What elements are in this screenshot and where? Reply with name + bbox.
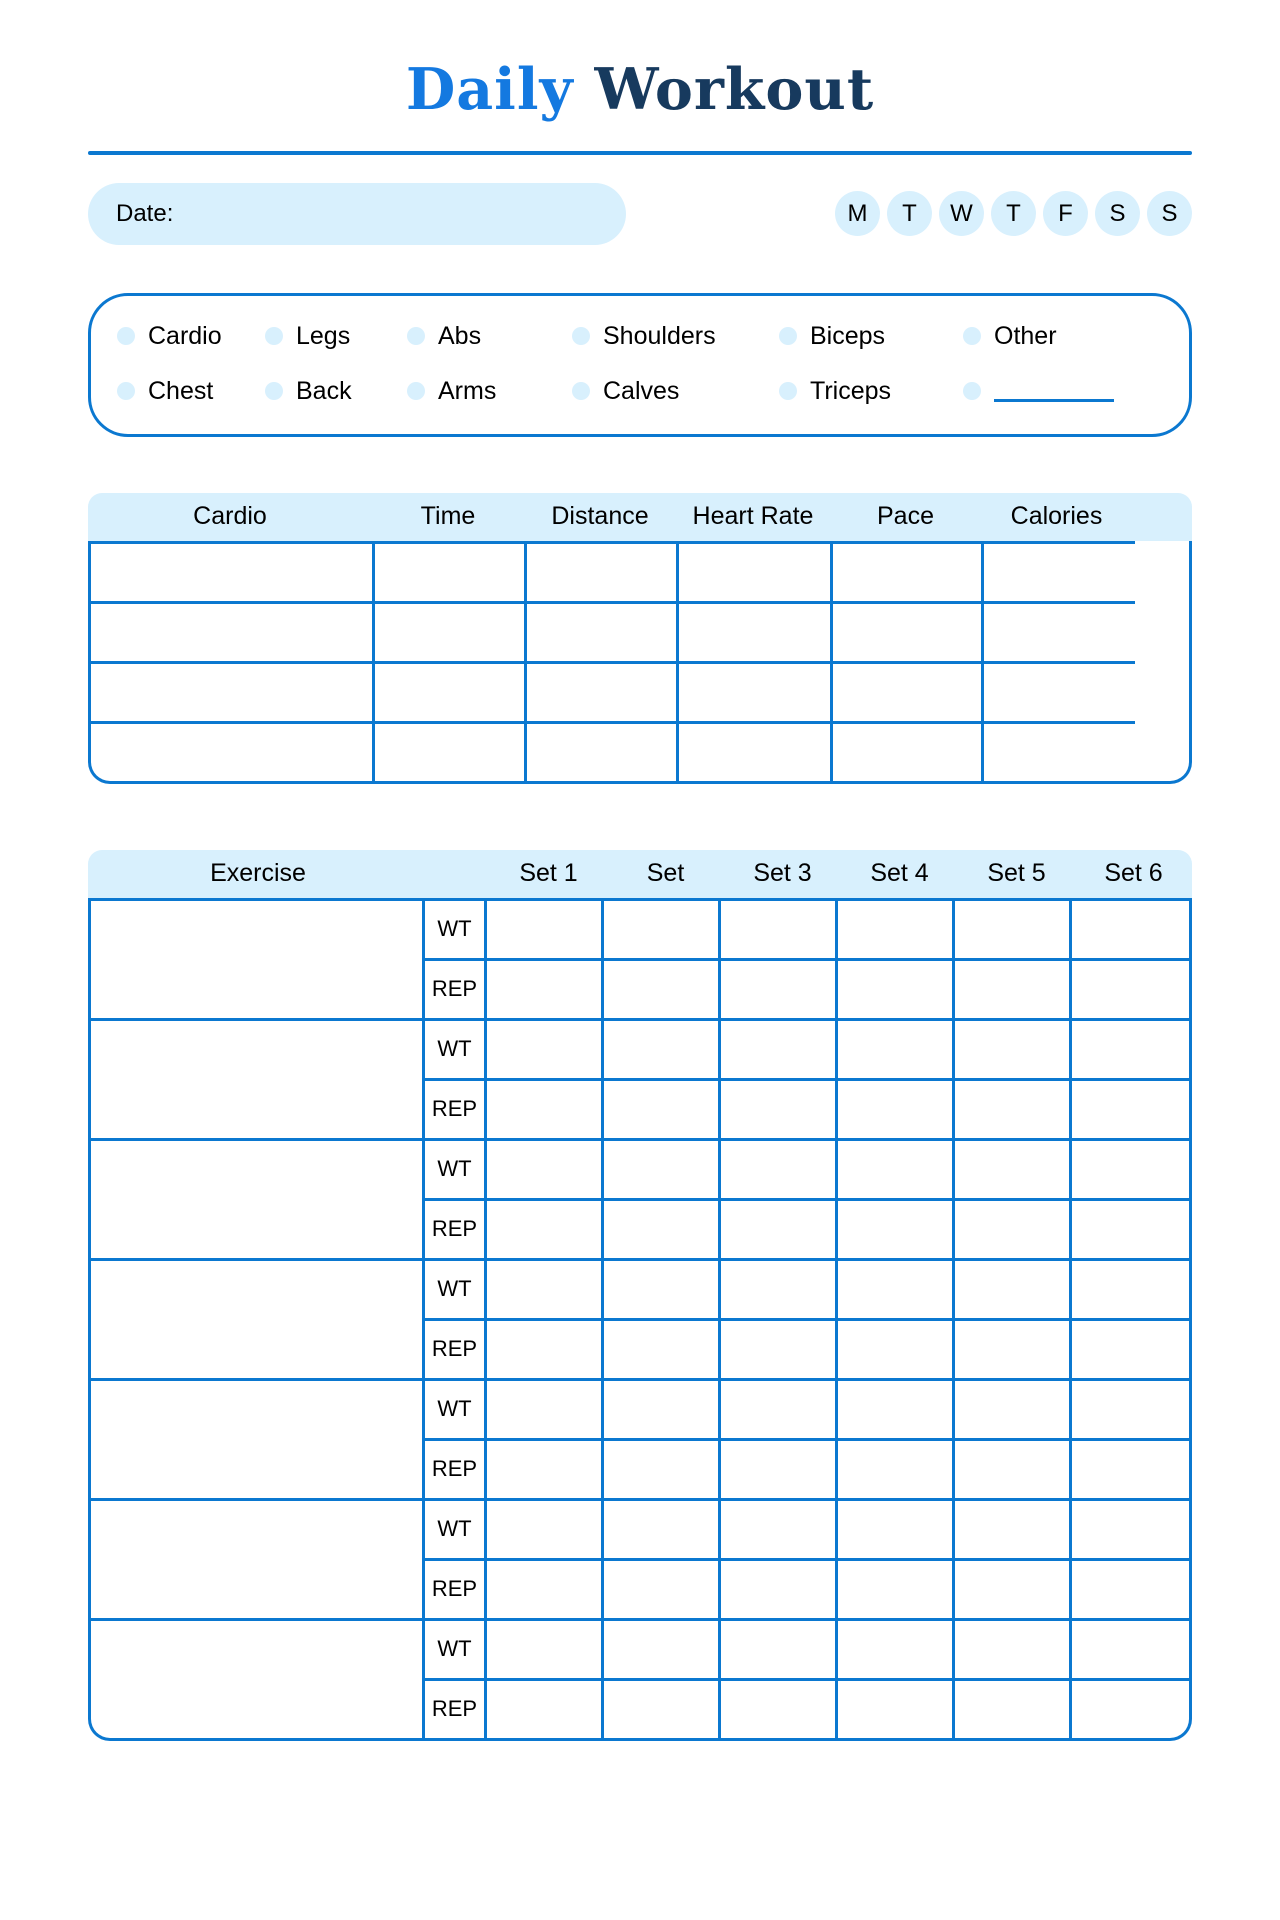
wt-cell-set-6[interactable] xyxy=(1072,1498,1189,1558)
exercise-wt-line xyxy=(425,1138,1189,1198)
cardio-cell-distance[interactable] xyxy=(527,661,679,721)
exercise-wt-line xyxy=(425,898,1189,958)
checkbox-item-shoulders[interactable] xyxy=(572,322,779,351)
wt-cell-set-5[interactable] xyxy=(955,1258,1072,1318)
metric-label-wt: WT xyxy=(425,1378,487,1438)
exercise-name-cell[interactable] xyxy=(91,1498,425,1618)
column-header-set-1: Set 1 xyxy=(519,859,578,888)
metric-label-wt: WT xyxy=(425,1138,487,1198)
cardio-cell-pace[interactable] xyxy=(833,601,984,661)
metric-label-rep: REP xyxy=(425,1078,487,1138)
checkbox-circle-icon xyxy=(117,327,135,345)
muscle-group-checklist xyxy=(88,293,1192,437)
exercise-sets-grid xyxy=(425,1258,1189,1378)
column-header-exercise: Exercise xyxy=(210,859,306,888)
rep-cell-set-1[interactable] xyxy=(487,1678,604,1738)
checkbox-label: Shoulders xyxy=(603,321,716,350)
day-label: F xyxy=(1058,199,1073,227)
exercise-sets-grid xyxy=(425,1378,1189,1498)
column-header-calories: Calories xyxy=(1010,502,1103,531)
cardio-cell-heart-rate[interactable] xyxy=(679,721,833,781)
custom-group-input[interactable] xyxy=(994,380,1114,402)
day-label: S xyxy=(1161,199,1178,227)
wt-cell-set-1[interactable] xyxy=(487,1138,604,1198)
rep-cell-set-3[interactable] xyxy=(721,1198,838,1258)
muscle-group-row-1 xyxy=(117,322,1163,351)
exercise-block xyxy=(91,1378,1189,1498)
rep-cell-set-2[interactable] xyxy=(604,1078,721,1138)
rep-cell-set-3[interactable] xyxy=(721,1318,838,1378)
rep-cell-set-1[interactable] xyxy=(487,1438,604,1498)
exercise-wt-line xyxy=(425,1018,1189,1078)
checkbox-circle-icon xyxy=(407,382,425,400)
wt-cell-set-4[interactable] xyxy=(838,1378,955,1438)
wt-cell-set-2[interactable] xyxy=(604,1378,721,1438)
rep-cell-set-4[interactable] xyxy=(838,1558,955,1618)
exercise-name-cell[interactable] xyxy=(91,1138,425,1258)
checkbox-item-back[interactable] xyxy=(265,377,407,406)
checkbox-circle-icon xyxy=(779,327,797,345)
table-row xyxy=(91,541,1189,601)
cardio-cell-heart-rate[interactable] xyxy=(679,541,833,601)
day-label: W xyxy=(950,199,973,227)
exercise-wt-line xyxy=(425,1498,1189,1558)
metric-label-rep: REP xyxy=(425,1198,487,1258)
wt-cell-set-6[interactable] xyxy=(1072,1618,1189,1678)
checkbox-circle-icon xyxy=(572,382,590,400)
metric-label-wt: WT xyxy=(425,1498,487,1558)
rep-cell-set-5[interactable] xyxy=(955,1198,1072,1258)
wt-cell-set-2[interactable] xyxy=(604,1018,721,1078)
rep-cell-set-5[interactable] xyxy=(955,1438,1072,1498)
rep-cell-set-2[interactable] xyxy=(604,1438,721,1498)
checkbox-label: Calves xyxy=(603,376,680,405)
page-title-word-workout: Workout xyxy=(594,56,875,123)
metric-label-rep: REP xyxy=(425,1678,487,1738)
wt-cell-set-4[interactable] xyxy=(838,1138,955,1198)
wt-cell-set-1[interactable] xyxy=(487,1618,604,1678)
cardio-cell-calories[interactable] xyxy=(984,661,1135,721)
wt-cell-set-4[interactable] xyxy=(838,1018,955,1078)
wt-cell-set-6[interactable] xyxy=(1072,1018,1189,1078)
metric-label-wt: WT xyxy=(425,898,487,958)
rep-cell-set-3[interactable] xyxy=(721,1558,838,1618)
rep-cell-set-4[interactable] xyxy=(838,1078,955,1138)
page-title-word-daily: Daily xyxy=(405,56,574,123)
exercise-sets-grid xyxy=(425,1498,1189,1618)
checkbox-label: Biceps xyxy=(810,321,886,350)
exercise-wt-line xyxy=(425,1618,1189,1678)
wt-cell-set-6[interactable] xyxy=(1072,898,1189,958)
wt-cell-set-2[interactable] xyxy=(604,898,721,958)
wt-cell-set-3[interactable] xyxy=(721,1138,838,1198)
table-row xyxy=(91,601,1189,661)
checkbox-circle-icon xyxy=(779,382,797,400)
column-header-distance: Distance xyxy=(551,502,649,531)
exercise-table xyxy=(88,850,1192,1741)
exercise-sets-grid xyxy=(425,1138,1189,1258)
wt-cell-set-2[interactable] xyxy=(604,1258,721,1318)
rep-cell-set-6[interactable] xyxy=(1072,1198,1189,1258)
rep-cell-set-6[interactable] xyxy=(1072,1558,1189,1618)
cardio-cell-time[interactable] xyxy=(375,541,527,601)
wt-cell-set-4[interactable] xyxy=(838,1498,955,1558)
day-label: T xyxy=(902,199,917,227)
cardio-cell-pace[interactable] xyxy=(833,661,984,721)
wt-cell-set-6[interactable] xyxy=(1072,1258,1189,1318)
rep-cell-set-6[interactable] xyxy=(1072,1318,1189,1378)
exercise-rep-line xyxy=(425,1078,1189,1138)
exercise-table-header xyxy=(88,850,1192,898)
title-divider xyxy=(88,151,1192,155)
wt-cell-set-5[interactable] xyxy=(955,1378,1072,1438)
cardio-cell-name[interactable] xyxy=(91,661,375,721)
wt-cell-set-5[interactable] xyxy=(955,898,1072,958)
wt-cell-set-1[interactable] xyxy=(487,1018,604,1078)
exercise-sets-grid xyxy=(425,898,1189,1018)
cardio-cell-calories[interactable] xyxy=(984,601,1135,661)
cardio-cell-time[interactable] xyxy=(375,601,527,661)
wt-cell-set-3[interactable] xyxy=(721,1498,838,1558)
wt-cell-set-3[interactable] xyxy=(721,1378,838,1438)
exercise-wt-line xyxy=(425,1378,1189,1438)
checkbox-label: Arms xyxy=(438,376,497,405)
rep-cell-set-5[interactable] xyxy=(955,1078,1072,1138)
checkbox-label: Cardio xyxy=(148,321,222,350)
checkbox-label: Legs xyxy=(296,321,351,350)
wt-cell-set-2[interactable] xyxy=(604,1498,721,1558)
exercise-rep-line xyxy=(425,1318,1189,1378)
rep-cell-set-3[interactable] xyxy=(721,1078,838,1138)
rep-cell-set-1[interactable] xyxy=(487,1198,604,1258)
table-row xyxy=(91,661,1189,721)
rep-cell-set-2[interactable] xyxy=(604,1318,721,1378)
rep-cell-set-1[interactable] xyxy=(487,1558,604,1618)
checkbox-item-chest[interactable] xyxy=(117,377,265,406)
exercise-block xyxy=(91,1258,1189,1378)
metric-label-rep: REP xyxy=(425,1438,487,1498)
rep-cell-set-5[interactable] xyxy=(955,1558,1072,1618)
checkbox-label: Back xyxy=(296,376,352,405)
exercise-block xyxy=(91,1138,1189,1258)
cardio-cell-distance[interactable] xyxy=(527,601,679,661)
exercise-rep-line xyxy=(425,1438,1189,1498)
table-row xyxy=(91,721,1189,781)
wt-cell-set-2[interactable] xyxy=(604,1618,721,1678)
rep-cell-set-3[interactable] xyxy=(721,958,838,1018)
cardio-cell-calories[interactable] xyxy=(984,541,1135,601)
checkbox-item-other[interactable] xyxy=(963,322,1123,351)
checkbox-item-custom[interactable] xyxy=(963,380,1123,402)
rep-cell-set-2[interactable] xyxy=(604,958,721,1018)
cardio-cell-time[interactable] xyxy=(375,721,527,781)
cardio-cell-pace[interactable] xyxy=(833,721,984,781)
wt-cell-set-1[interactable] xyxy=(487,898,604,958)
exercise-name-cell[interactable] xyxy=(91,1378,425,1498)
cardio-cell-name[interactable] xyxy=(91,601,375,661)
cardio-table-body xyxy=(88,541,1192,784)
column-header-set-5: Set 5 xyxy=(987,859,1046,888)
checkbox-label: Triceps xyxy=(810,376,892,405)
rep-cell-set-2[interactable] xyxy=(604,1558,721,1618)
column-header-time: Time xyxy=(420,502,476,531)
rep-cell-set-2[interactable] xyxy=(604,1678,721,1738)
wt-cell-set-4[interactable] xyxy=(838,898,955,958)
muscle-group-row-2 xyxy=(117,377,1163,406)
rep-cell-set-1[interactable] xyxy=(487,958,604,1018)
cardio-cell-heart-rate[interactable] xyxy=(679,661,833,721)
wt-cell-set-6[interactable] xyxy=(1072,1378,1189,1438)
rep-cell-set-6[interactable] xyxy=(1072,1678,1189,1738)
exercise-rep-line xyxy=(425,1678,1189,1738)
checkbox-item-legs[interactable] xyxy=(265,322,407,351)
cardio-table-header xyxy=(88,493,1192,541)
wt-cell-set-5[interactable] xyxy=(955,1018,1072,1078)
wt-cell-set-5[interactable] xyxy=(955,1618,1072,1678)
exercise-name-cell[interactable] xyxy=(91,1258,425,1378)
checkbox-item-abs[interactable] xyxy=(407,322,572,351)
exercise-name-cell[interactable] xyxy=(91,1618,425,1738)
checkbox-item-calves[interactable] xyxy=(572,377,779,406)
checkbox-item-biceps[interactable] xyxy=(779,322,963,351)
metric-label-wt: WT xyxy=(425,1618,487,1678)
exercise-block xyxy=(91,1618,1189,1738)
day-circle-monday[interactable] xyxy=(835,191,880,236)
wt-cell-set-1[interactable] xyxy=(487,1258,604,1318)
rep-cell-set-6[interactable] xyxy=(1072,1438,1189,1498)
exercise-block xyxy=(91,898,1189,1018)
exercise-block xyxy=(91,1498,1189,1618)
checkbox-circle-icon xyxy=(963,382,981,400)
exercise-rep-line xyxy=(425,1198,1189,1258)
rep-cell-set-1[interactable] xyxy=(487,1078,604,1138)
column-header-set-2: Set xyxy=(646,859,685,888)
metric-label-rep: REP xyxy=(425,1558,487,1618)
checkbox-label: Other xyxy=(994,321,1057,350)
column-header-cardio: Cardio xyxy=(193,502,267,531)
rep-cell-set-6[interactable] xyxy=(1072,958,1189,1018)
exercise-name-cell[interactable] xyxy=(91,898,425,1018)
exercise-wt-line xyxy=(425,1258,1189,1318)
wt-cell-set-4[interactable] xyxy=(838,1618,955,1678)
day-selector xyxy=(835,191,1192,236)
cardio-cell-name[interactable] xyxy=(91,721,375,781)
rep-cell-set-5[interactable] xyxy=(955,1678,1072,1738)
checkbox-item-arms[interactable] xyxy=(407,377,572,406)
rep-cell-set-5[interactable] xyxy=(955,958,1072,1018)
cardio-cell-distance[interactable] xyxy=(527,541,679,601)
exercise-sets-grid xyxy=(425,1018,1189,1138)
metric-label-wt: WT xyxy=(425,1018,487,1078)
rep-cell-set-6[interactable] xyxy=(1072,1078,1189,1138)
day-label: T xyxy=(1006,199,1021,227)
rep-cell-set-4[interactable] xyxy=(838,1438,955,1498)
cardio-cell-pace[interactable] xyxy=(833,541,984,601)
column-header-set-4: Set 4 xyxy=(870,859,929,888)
checkbox-circle-icon xyxy=(572,327,590,345)
cardio-cell-calories[interactable] xyxy=(984,721,1135,781)
exercise-block xyxy=(91,1018,1189,1138)
day-label: M xyxy=(847,199,868,227)
page-title xyxy=(88,34,1192,123)
checkbox-circle-icon xyxy=(265,327,283,345)
checkbox-circle-icon xyxy=(265,382,283,400)
exercise-table-body xyxy=(88,898,1192,1741)
metric-label-rep: REP xyxy=(425,958,487,1018)
metric-label-rep: REP xyxy=(425,1318,487,1378)
wt-cell-set-4[interactable] xyxy=(838,1258,955,1318)
exercise-rep-line xyxy=(425,958,1189,1018)
column-header-heart-rate: Heart Rate xyxy=(692,502,814,531)
day-circle-sunday[interactable] xyxy=(1147,191,1192,236)
column-header-pace: Pace xyxy=(877,502,934,531)
exercise-sets-grid xyxy=(425,1618,1189,1738)
rep-cell-set-3[interactable] xyxy=(721,1678,838,1738)
checkbox-item-triceps[interactable] xyxy=(779,377,963,406)
wt-cell-set-6[interactable] xyxy=(1072,1138,1189,1198)
checkbox-circle-icon xyxy=(963,327,981,345)
wt-cell-set-5[interactable] xyxy=(955,1498,1072,1558)
metric-label-wt: WT xyxy=(425,1258,487,1318)
day-circle-thursday[interactable] xyxy=(991,191,1036,236)
wt-cell-set-2[interactable] xyxy=(604,1138,721,1198)
cardio-table xyxy=(88,493,1192,784)
column-header-set-3: Set 3 xyxy=(753,859,812,888)
day-circle-tuesday[interactable] xyxy=(887,191,932,236)
day-circle-friday[interactable] xyxy=(1043,191,1088,236)
checkbox-label: Abs xyxy=(438,321,482,350)
cardio-cell-name[interactable] xyxy=(91,541,375,601)
date-and-days-row xyxy=(88,183,1192,245)
wt-cell-set-1[interactable] xyxy=(487,1498,604,1558)
wt-cell-set-3[interactable] xyxy=(721,1018,838,1078)
wt-cell-set-5[interactable] xyxy=(955,1138,1072,1198)
rep-cell-set-4[interactable] xyxy=(838,1318,955,1378)
wt-cell-set-1[interactable] xyxy=(487,1378,604,1438)
checkbox-circle-icon xyxy=(117,382,135,400)
checkbox-item-cardio[interactable] xyxy=(117,322,265,351)
rep-cell-set-3[interactable] xyxy=(721,1438,838,1498)
date-field[interactable] xyxy=(88,183,626,245)
checkbox-circle-icon xyxy=(407,327,425,345)
exercise-rep-line xyxy=(425,1558,1189,1618)
wt-cell-set-3[interactable] xyxy=(721,1258,838,1318)
rep-cell-set-4[interactable] xyxy=(838,1678,955,1738)
rep-cell-set-1[interactable] xyxy=(487,1318,604,1378)
exercise-name-cell[interactable] xyxy=(91,1018,425,1138)
checkbox-label: Chest xyxy=(148,376,214,405)
rep-cell-set-2[interactable] xyxy=(604,1198,721,1258)
rep-cell-set-4[interactable] xyxy=(838,1198,955,1258)
cardio-cell-distance[interactable] xyxy=(527,721,679,781)
wt-cell-set-3[interactable] xyxy=(721,1618,838,1678)
rep-cell-set-4[interactable] xyxy=(838,958,955,1018)
day-circle-wednesday[interactable] xyxy=(939,191,984,236)
day-label: S xyxy=(1109,199,1126,227)
day-circle-saturday[interactable] xyxy=(1095,191,1140,236)
cardio-cell-heart-rate[interactable] xyxy=(679,601,833,661)
column-header-set-6: Set 6 xyxy=(1104,859,1163,888)
cardio-cell-time[interactable] xyxy=(375,661,527,721)
date-label: Date: xyxy=(116,199,174,227)
wt-cell-set-3[interactable] xyxy=(721,898,838,958)
rep-cell-set-5[interactable] xyxy=(955,1318,1072,1378)
